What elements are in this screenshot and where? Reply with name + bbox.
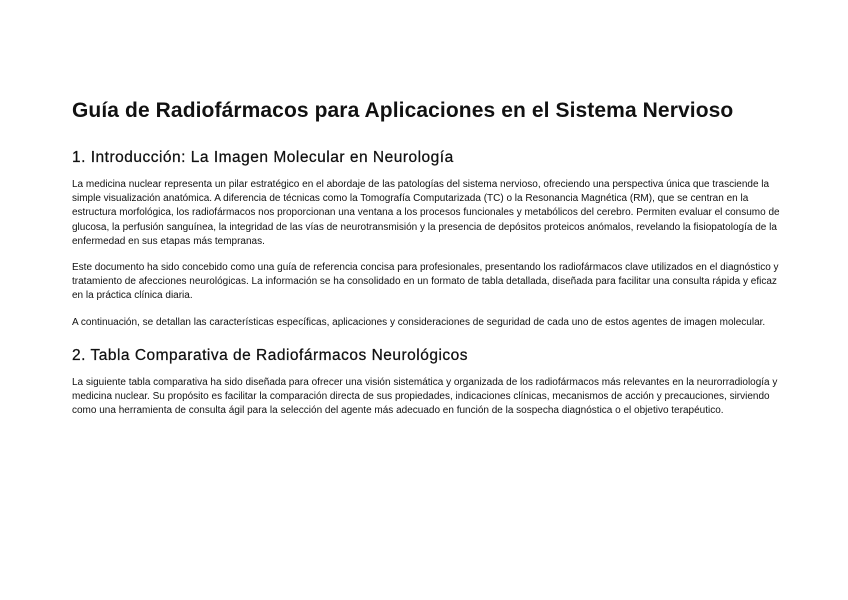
section-heading-comparative-table: 2. Tabla Comparativa de Radiofármacos Neurológicos (72, 346, 469, 364)
section-heading-introduction: 1. Introducción: La Imagen Molecular en Neurología (72, 149, 454, 166)
intro-paragraph-2: Este documento ha sido concebido como una guía de referencia concisa para profesionales, presentando los radiofármacos clave utilizados en el diagnóstico y tratamiento de afecciones neurológicas. La información se ha consolidado en un formato de tabla detallada, diseñada para facilitar una consulta rápida y eficaz en la práctica clínica diaria. (72, 262, 779, 302)
table-intro-paragraph: La siguiente tabla comparativa ha sido diseñada para ofrecer una visión sistemática y organizada de los radiofármacos más relevantes en la neurorradiología y medicina nuclear. Su propósito es facilitar la comparación directa de sus propiedades, indicaciones clínicas, mecanismos de acción y precauciones, sirviendo como una herramienta de consulta ágil para la selección del agente más adecuado en función de la sospecha diagnóstica o el objetivo terapéutico. (72, 376, 778, 417)
document-title: Guía de Radiofármacos para Aplicaciones en el Sistema Nervioso (72, 99, 734, 122)
document-page (72, 96, 780, 418)
intro-paragraph-1: La medicina nuclear representa un pilar estratégico en el abordaje de las patologías del sistema nervioso, ofreciendo una perspectiva única que trasciende la simple visualización anatómica. A diferencia de técnicas como la Tomografía Computarizada (TC) o la Resonancia Magnética (RM), que se centran en la estructura morfológica, los radiofármacos nos proporcionan una ventana a los procesos funcionales y metabólicos del cerebro. Permiten evaluar el consumo de glucosa, la perfusión sanguínea, la integridad de las vías de neurotransmisión y la presencia de depósitos proteicos anómalos, revelando la fisiopatología de la enfermedad en sus etapas más tempranas. (72, 179, 780, 247)
intro-paragraph-3: A continuación, se detallan las características específicas, aplicaciones y consideraciones de seguridad de cada uno de estos agentes de imagen molecular. (72, 316, 766, 328)
